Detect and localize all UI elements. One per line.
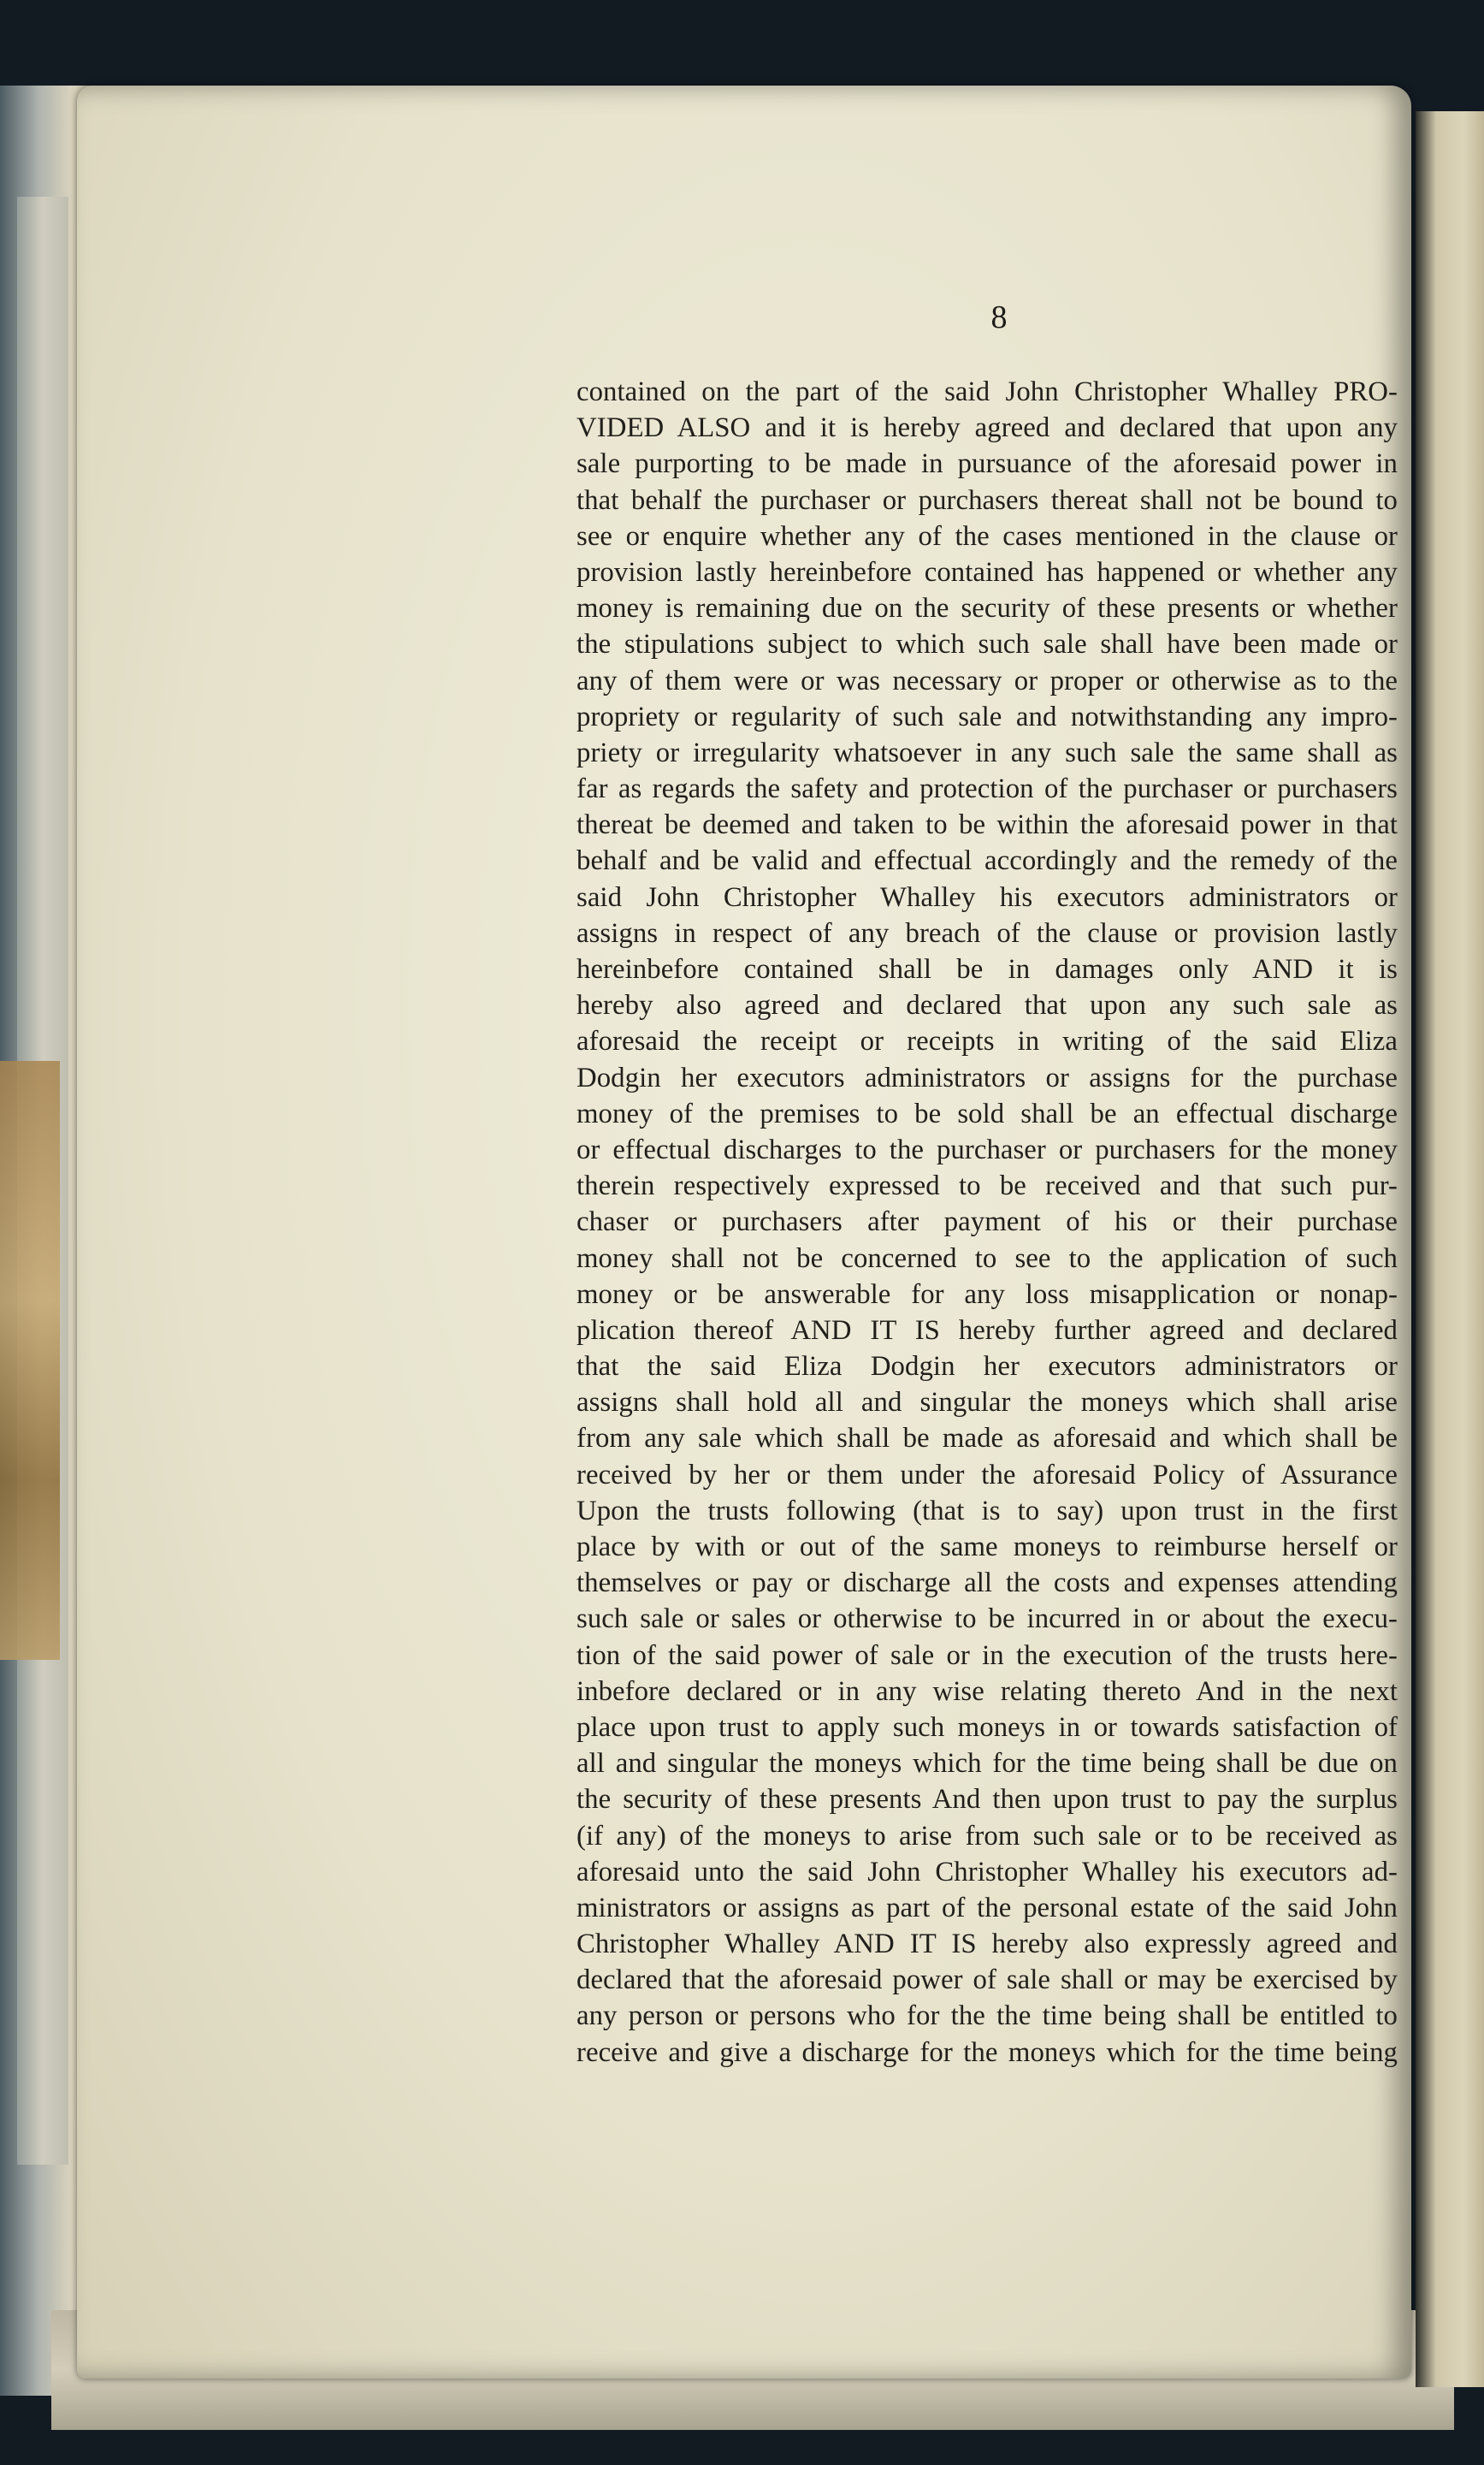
text-line: or effectual discharges to the purchaser or purchasers for the money xyxy=(576,1134,1398,1165)
text-line: money of the premises to be sold shall be an effectual discharge xyxy=(576,1098,1398,1129)
text-line: hereinbefore contained shall be in damages only AND it is xyxy=(576,954,1398,985)
text-line: sale purporting to be made in pursuance of the aforesaid power in xyxy=(576,448,1398,480)
text-line: place upon trust to apply such moneys in or towards satisfaction of xyxy=(576,1711,1398,1743)
text-line: chaser or purchasers after payment of his or their purchase xyxy=(576,1206,1398,1238)
text-line: assigns in respect of any breach of the clause or provision lastly xyxy=(576,917,1398,949)
text-line: assigns shall hold all and singular the moneys which shall arise xyxy=(576,1387,1398,1419)
text-line: aforesaid the receipt or receipts in writing of the said Eliza xyxy=(576,1026,1398,1058)
text-line: the stipulations subject to which such sale shall have been made or xyxy=(576,629,1398,661)
text-line: any of them were or was necessary or proper or otherwise as to the xyxy=(576,665,1398,696)
text-line: (if any) of the moneys to arise from such sale or to be received as xyxy=(576,1820,1398,1852)
text-line: declared that the aforesaid power of sale shall or may be exercised by xyxy=(576,1964,1398,1996)
text-line: hereby also agreed and declared that upon any such sale as xyxy=(576,990,1398,1022)
text-line: money is remaining due on the security of these presents or whether xyxy=(576,593,1398,625)
text-line: VIDED ALSO and it is hereby agreed and declared that upon any xyxy=(576,412,1398,444)
text-line: behalf and be valid and effectual accordingly and the remedy of the xyxy=(576,845,1398,877)
text-line: money shall not be concerned to see to the application of such xyxy=(576,1242,1398,1274)
text-line: all and singular the moneys which for the time being shall be due on xyxy=(576,1748,1398,1780)
text-line: from any sale which shall be made as aforesaid and which shall be xyxy=(576,1423,1398,1455)
binding-tear xyxy=(0,1061,60,1660)
text-line: propriety or regularity of such sale and notwithstanding any impro- xyxy=(576,701,1398,732)
text-line: priety or irregularity whatsoever in any such sale the same shall as xyxy=(576,737,1398,768)
text-line: receive and give a discharge for the moneys which for the time being xyxy=(576,2036,1398,2068)
text-line: themselves or pay or discharge all the costs and expenses attending xyxy=(576,1567,1398,1599)
text-line: place by with or out of the same moneys to reimburse herself or xyxy=(576,1532,1398,1562)
text-line: said John Christopher Whalley his executors administrators or xyxy=(576,881,1398,913)
text-line: received by her or them under the aforesaid Policy of Assurance xyxy=(576,1459,1398,1490)
facing-page-edge xyxy=(1416,111,1484,2387)
text-line: aforesaid unto the said John Christopher Whalley his executors ad- xyxy=(576,1856,1398,1887)
text-line: thereat be deemed and taken to be within the aforesaid power in that xyxy=(576,809,1398,841)
body-text xyxy=(576,374,1398,2071)
text-line: see or enquire whether any of the cases mentioned in the clause or xyxy=(576,520,1398,552)
text-line: therein respectively expressed to be received and that such pur- xyxy=(576,1170,1398,1202)
text-line: inbefore declared or in any wise relating thereto And in the next xyxy=(576,1675,1398,1707)
text-line: that the said Eliza Dodgin her executors administrators or xyxy=(576,1351,1398,1383)
text-line: provision lastly hereinbefore contained has happened or whether any xyxy=(576,556,1398,588)
text-line: that behalf the purchaser or purchasers thereat shall not be bound to xyxy=(576,484,1398,516)
text-line: any person or persons who for the the time being shall be entitled to xyxy=(576,2000,1398,2032)
page-number: 8 xyxy=(990,299,1008,335)
text-line: ministrators or assigns as part of the personal estate of the said John xyxy=(576,1892,1398,1923)
text-line: far as regards the safety and protection of the purchaser or purchasers xyxy=(576,773,1398,805)
text-line: Dodgin her executors administrators or assigns for the purchase xyxy=(576,1062,1398,1093)
text-line: Upon the trusts following (that is to say) upon trust in the first xyxy=(576,1495,1398,1526)
text-line: money or be answerable for any loss misapplication or nonap- xyxy=(576,1278,1398,1310)
text-line: Christopher Whalley AND IT IS hereby also expressly agreed and xyxy=(576,1929,1398,1960)
text-line: the security of these presents And then upon trust to pay the surplus xyxy=(576,1784,1398,1816)
text-line: plication thereof AND IT IS hereby further agreed and declared xyxy=(576,1314,1398,1346)
text-line: tion of the said power of sale or in the execution of the trusts here- xyxy=(576,1639,1398,1671)
text-line: contained on the part of the said John Christopher Whalley PRO- xyxy=(576,376,1398,407)
text-line: such sale or sales or otherwise to be incurred in or about the execu- xyxy=(576,1603,1398,1635)
